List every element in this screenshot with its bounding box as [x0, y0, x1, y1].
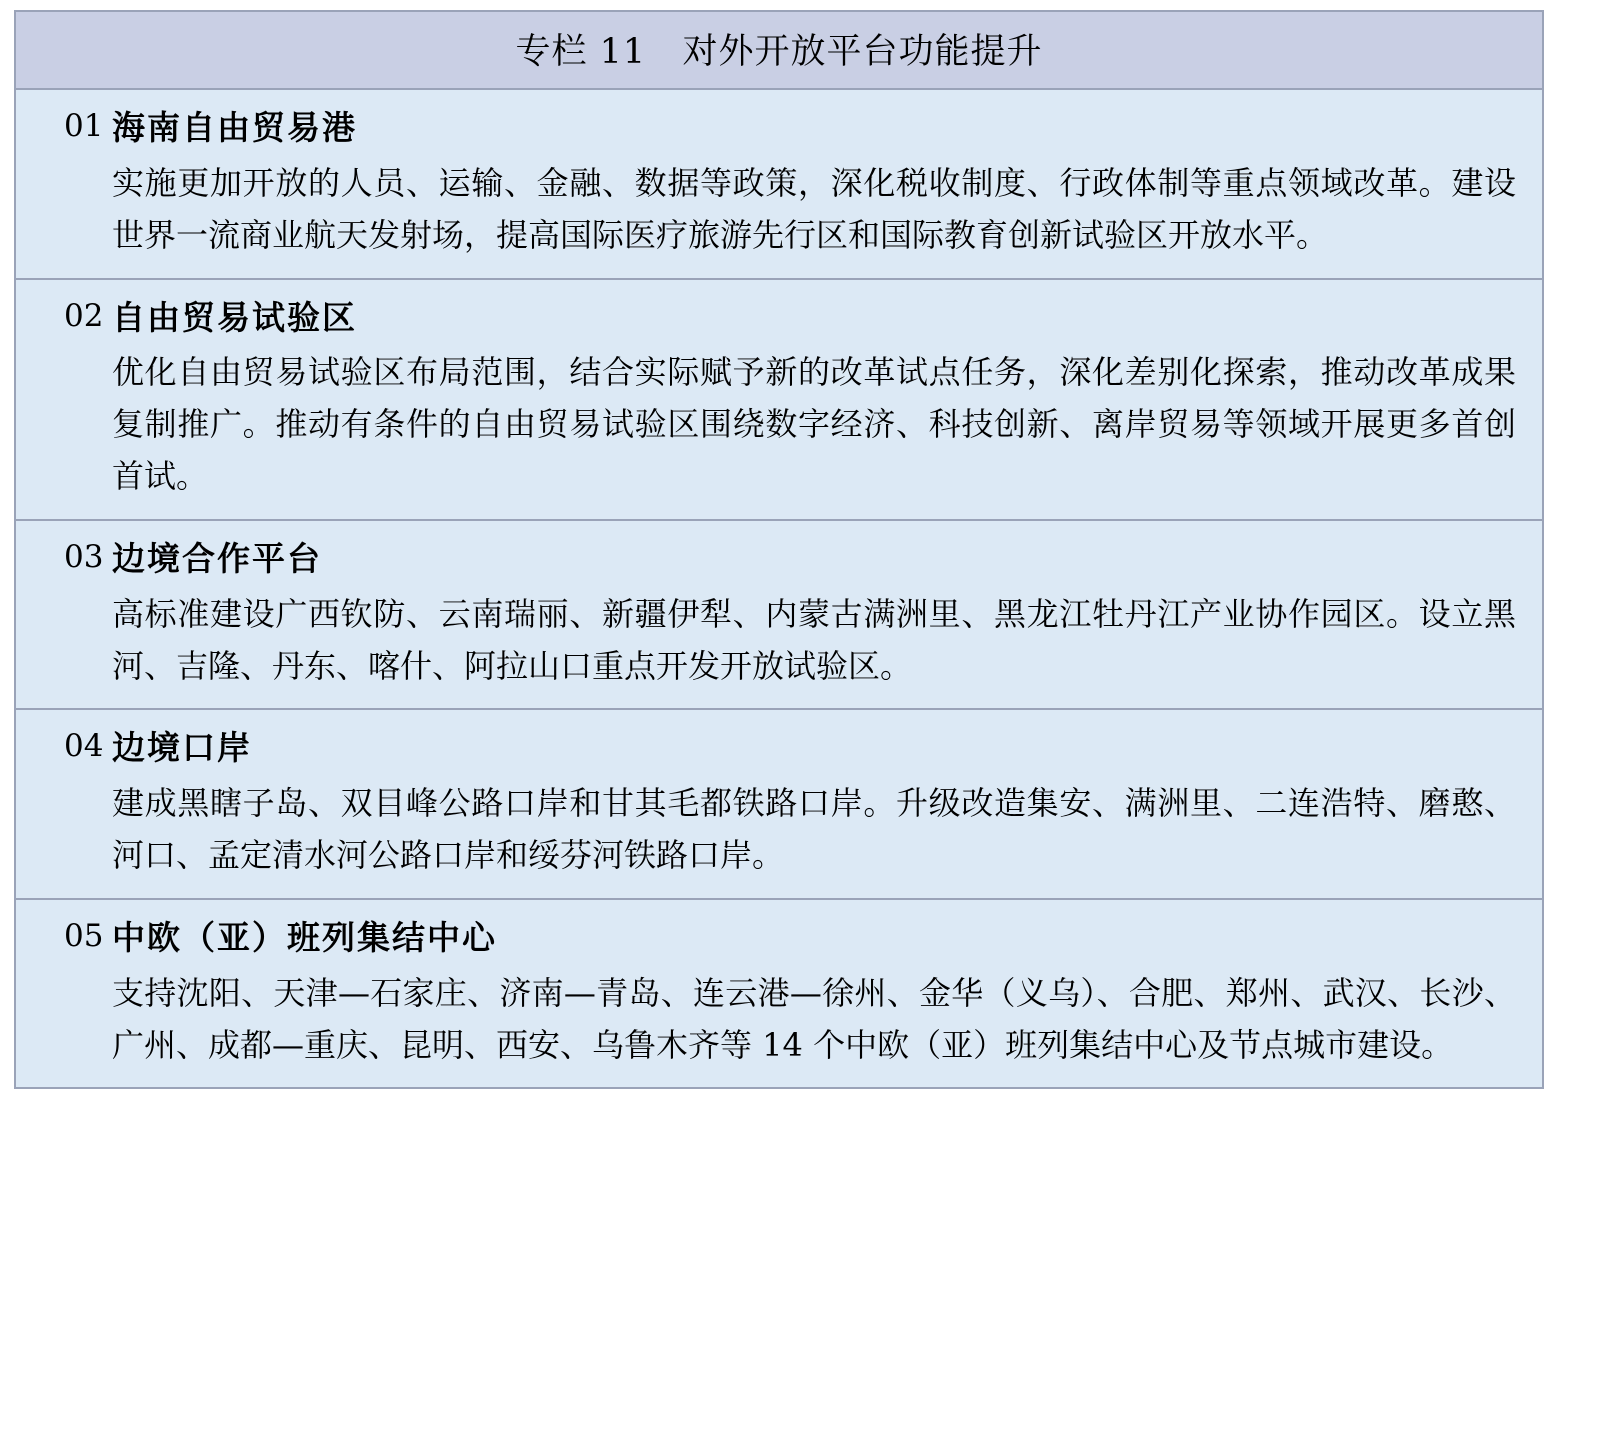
item-number: 01 [64, 108, 104, 144]
item-content [112, 724, 1524, 882]
list-item [16, 710, 1542, 900]
page-title: 专栏 11 对外开放平台功能提升 [515, 32, 1043, 72]
feature-box [14, 10, 1544, 1089]
item-number: 02 [64, 297, 104, 334]
item-content [112, 914, 1524, 1072]
box-title-bar [16, 12, 1542, 90]
item-content [112, 535, 1524, 693]
item-title: 自由贸易试验区 [112, 297, 357, 337]
item-title: 中欧（亚）班列集结中心 [112, 917, 497, 957]
item-body: 建成黑瞎子岛、双目峰公路口岸和甘其毛都铁路口岸。升级改造集安、满洲里、二连浩特、磨憨、河口、孟定清水河公路口岸和绥芬河铁路口岸。 [112, 784, 1516, 874]
list-item [16, 521, 1542, 711]
item-title: 边境口岸 [112, 728, 252, 768]
item-number: 03 [64, 538, 104, 575]
item-content [112, 104, 1524, 262]
item-title: 海南自由贸易港 [112, 108, 357, 147]
item-content [112, 294, 1524, 503]
item-title: 边境合作平台 [112, 538, 322, 578]
item-body: 优化自由贸易试验区布局范围，结合实际赋予新的改革试点任务，深化差别化探索，推动改革成果复制推广。推动有条件的自由贸易试验区围绕数字经济、科技创新、离岸贸易等领域开展更多首创首试。 [112, 353, 1516, 495]
item-body: 实施更加开放的人员、运输、金融、数据等政策，深化税收制度、行政体制等重点领域改革。建设世界一流商业航天发射场，提高国际医疗旅游先行区和国际教育创新试验区开放水平。 [112, 163, 1516, 254]
list-item [16, 280, 1542, 521]
list-item [16, 900, 1542, 1088]
item-number: 05 [64, 917, 104, 954]
item-body: 高标准建设广西钦防、云南瑞丽、新疆伊犁、内蒙古满洲里、黑龙江牡丹江产业协作园区。设立黑河、吉隆、丹东、喀什、阿拉山口重点开发开放试验区。 [112, 594, 1516, 685]
item-body: 支持沈阳、天津—石家庄、济南—青岛、连云港—徐州、金华（义乌）、合肥、郑州、武汉、长沙、广州、成都—重庆、昆明、西安、乌鲁木齐等 14 个中欧（亚）班列集结中心及节点城市建设。 [112, 973, 1516, 1064]
item-number: 04 [64, 728, 104, 765]
list-item [16, 90, 1542, 280]
